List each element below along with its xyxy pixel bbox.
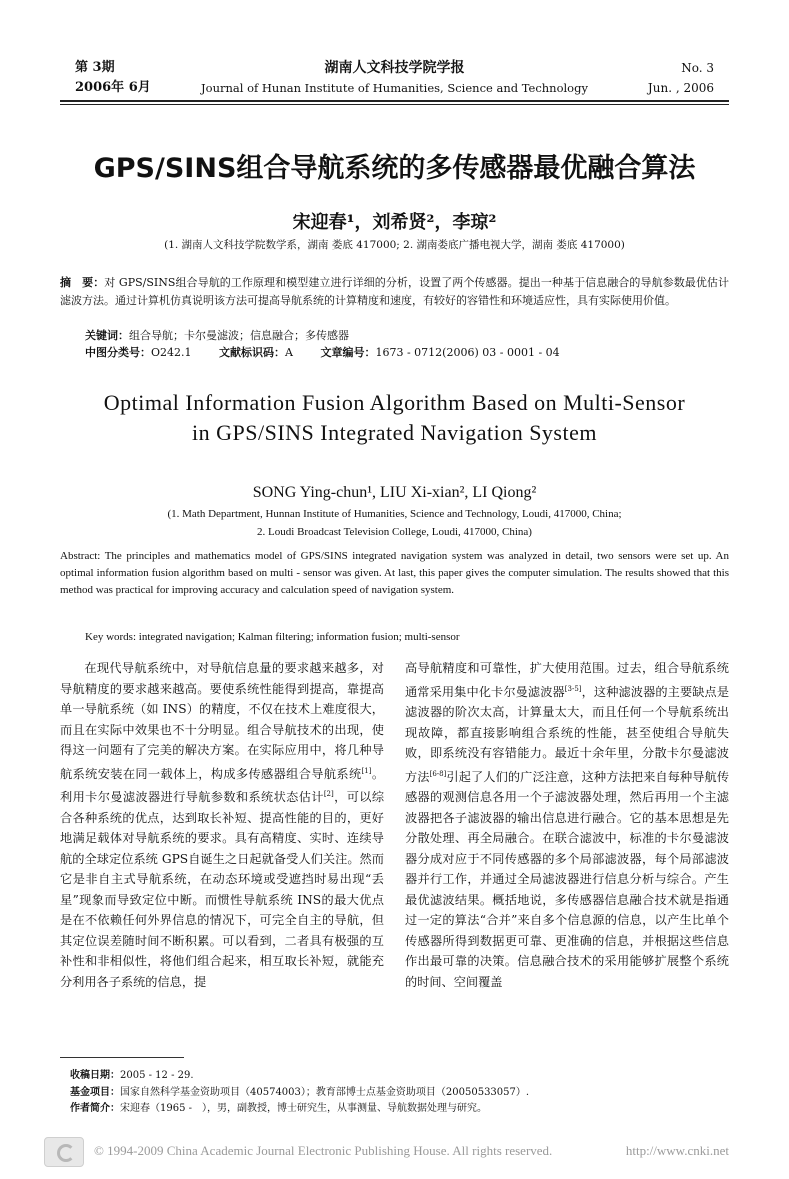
journal-name bbox=[60, 58, 729, 98]
body-text: 高导航精度和可靠性，扩大使用范围。过去，组合导航系统通常采用集中化卡尔曼滤波器 bbox=[405, 661, 729, 699]
citation: [3-5] bbox=[564, 684, 582, 693]
keywords-cn bbox=[85, 327, 729, 344]
abstract-cn bbox=[60, 274, 729, 310]
affiliation-en bbox=[0, 505, 789, 541]
footnote-fund bbox=[70, 1085, 529, 1102]
affiliation-cn: (1. 湖南人文科技学院数学系，湖南 娄底 417000; 2. 湖南娄底广播电视大学，湖南 娄底 417000) bbox=[164, 239, 625, 251]
title-en-line2: in GPS/SINS Integrated Navigation System bbox=[192, 420, 597, 445]
received-label: 收稿日期： bbox=[70, 1070, 120, 1081]
cnki-url: http://www.cnki.net bbox=[625, 1143, 729, 1158]
footnote-divider bbox=[60, 1057, 184, 1058]
body-text: 在现代导航系统中，对导航信息量的要求越来越多，对导航精度的要求越来越高。要使系统性能得到提高，靠提高单一导航系统（如 INS）的精度，不仅在技术上难度很大，而且在实际中效果也不十分明显。组合导航技术的出现，使得这一问题有了完美的解决方案。在实际应用中，将几种导航系统安装在同一载体上，构成多传感器组合导航系统 bbox=[60, 661, 384, 781]
clc-field bbox=[85, 346, 192, 359]
copyright-text: © 1994-2009 China Academic Journal Electronic Publishing House. All rights reserved. bbox=[94, 1143, 553, 1158]
keywords-en-label: Key words: bbox=[85, 631, 137, 643]
article-number-label: 文章编号： bbox=[320, 346, 376, 359]
keywords-cn-text: 组合导航；卡尔曼滤波；信息融合；多传感器 bbox=[129, 329, 349, 342]
journal-name-en: Journal of Hunan Institute of Humanities, Science and Technology bbox=[201, 81, 588, 95]
author-bio-label: 作者简介： bbox=[70, 1103, 120, 1114]
doc-code-field bbox=[219, 346, 293, 359]
body-text: 引起了人们的广泛注意，这种方法把来自每种导航传感器的观测信息各用一个子滤波器处理，然后再用一个主滤波器把各子滤波器的输出信息进行融合。它的基本思想是先分散处理、再全局融合。在联合滤波中，标准的卡尔曼滤波器分成对应于不同传感器的多个局部滤波器，每个局部滤波器并行工作，并通过全局滤波器进行信息分析与综合。产生最优滤波结果。概括地说，多传感器信息融合技术就是指通过一定的算法“合并”来自多个信息源的信息，以产生比单个传感器所得到数据更可靠、更准确的信息，并根据这些信息作出最可靠的决策。信息融合技术的采用能够扩展整个系统的时间、空间覆盖 bbox=[405, 769, 730, 989]
keywords-cn-label: 关键词： bbox=[85, 329, 129, 342]
abstract-cn-label: 摘 要： bbox=[60, 276, 105, 289]
abstract-en bbox=[60, 548, 729, 599]
article-number-value: 1673 - 0712(2006) 03 - 0001 - 04 bbox=[375, 346, 560, 359]
body-column-right bbox=[405, 658, 729, 992]
issue-info-en bbox=[648, 58, 714, 98]
body-column-left bbox=[60, 658, 384, 992]
doc-code-label: 文献标识码： bbox=[219, 346, 286, 359]
body-text: ，可以综合各种系统的优点，达到取长补短、提高性能的目的，更好地满足载体对导航系统的要求。具有高精度、实时、连续导航的全球定位系统 GPS自诞生之日起就备受人们关注。然而它是非自主式导航系统，在动态环境或受遮挡时易出现“丢星”现象而导致定位中断。而惯性导航系统 INS的最大优点是在不依赖任何外界信息的情况下，可完全自主的导航，但其定位误差随时间不断积累。可以看到，二者具有极强的互补性和非相似性，将他们组合起来，相互取长补短，就能充分利用各子系统的信息，提 bbox=[60, 790, 385, 989]
author-bio-text: 宋迎春（1965 - ），男，副教授，博士研究生，从事测量、导航数据处理与研究。 bbox=[120, 1103, 488, 1114]
clc-label: 中图分类号： bbox=[85, 346, 151, 359]
citation: [2] bbox=[323, 790, 334, 799]
issue-number: 第 3期 bbox=[75, 60, 115, 75]
fund-text: 国家自然科学基金资助项目（40574003）；教育部博士点基金资助项目（20050533057）. bbox=[120, 1086, 530, 1098]
citation: [1] bbox=[361, 766, 372, 775]
title-en-line1: Optimal Information Fusion Algorithm Based on Multi-Sensor bbox=[103, 390, 686, 415]
header-rule-thin bbox=[60, 104, 729, 105]
doc-code-value: A bbox=[285, 346, 293, 359]
footnotes bbox=[70, 1068, 529, 1118]
footnote-received bbox=[70, 1068, 529, 1085]
body-text: ，这种滤波器的主要缺点是滤波器的阶次太高，计算量太大，而且任何一个导航系统出现故障，都直接影响组合系统的性能，甚至使组合导航失败，即系统没有容错能力。最近十余年里，分散卡尔曼滤波方法 bbox=[405, 684, 730, 784]
authors-en: SONG Ying-chun¹, LIU Xi-xian², LI Qiong² bbox=[252, 484, 537, 501]
abstract-cn-text: 对 GPS/SINS组合导航的工作原理和模型建立进行详细的分析，设置了两个传感器。提出一种基于信息融合的导航参数最优估计滤波方法。通过计算机仿真说明该方法可提高导航系统的计算精度和速度，有较好的容错性和环境适应性，具有实际使用价值。 bbox=[60, 276, 730, 307]
citation: [6-8] bbox=[429, 769, 447, 778]
authors-cn: 宋迎春¹，刘希贤²，李琼² bbox=[292, 212, 497, 233]
issue-date-en: Jun. , 2006 bbox=[647, 81, 714, 95]
footnote-author bbox=[70, 1101, 529, 1118]
keywords-en bbox=[85, 629, 729, 646]
article-number-field bbox=[320, 346, 559, 359]
abstract-en-label: Abstract: bbox=[60, 550, 101, 562]
affiliation-en-line1: (1. Math Department, Hunnan Institute of Humanities, Science and Technology, Loudi, 417000, China; bbox=[167, 508, 622, 520]
affiliation-en-line2: 2. Loudi Broadcast Television College, Loudi, 417000, China) bbox=[257, 526, 532, 538]
clc-value: O242.1 bbox=[151, 346, 192, 359]
title-cn: GPS/SINS组合导航系统的多传感器最优融合算法 bbox=[93, 153, 696, 184]
cnki-logo-icon bbox=[44, 1137, 84, 1167]
body-text: 。利用卡尔曼滤波器进行导航参数和系统状态估计 bbox=[60, 766, 385, 805]
abstract-en-text: The principles and mathematics model of GPS/SINS integrated navigation system was analyzed in detail, two sensors were set up. An optimal information fusion algorithm based on multi - sensor was given. At last, this paper gives the computer simulation. The results showed that this method was practical for improving accuracy and calculation speed of navigation system. bbox=[60, 550, 729, 596]
copyright-bar bbox=[44, 1135, 729, 1171]
fund-label: 基金项目： bbox=[70, 1086, 120, 1098]
copyright-notice bbox=[94, 1143, 729, 1159]
classification-line bbox=[85, 344, 729, 361]
issue-date: 2006年 6月 bbox=[75, 80, 151, 95]
page-header bbox=[60, 56, 729, 104]
journal-name-cn: 湖南人文科技学院学报 bbox=[324, 60, 465, 76]
keywords-en-text: integrated navigation; Kalman filtering; information fusion; multi-sensor bbox=[138, 631, 460, 643]
received-date: 2005 - 12 - 29. bbox=[120, 1070, 194, 1081]
issue-number-en: No. 3 bbox=[681, 61, 714, 75]
header-rule-thick bbox=[60, 100, 729, 102]
title-en bbox=[0, 388, 789, 448]
